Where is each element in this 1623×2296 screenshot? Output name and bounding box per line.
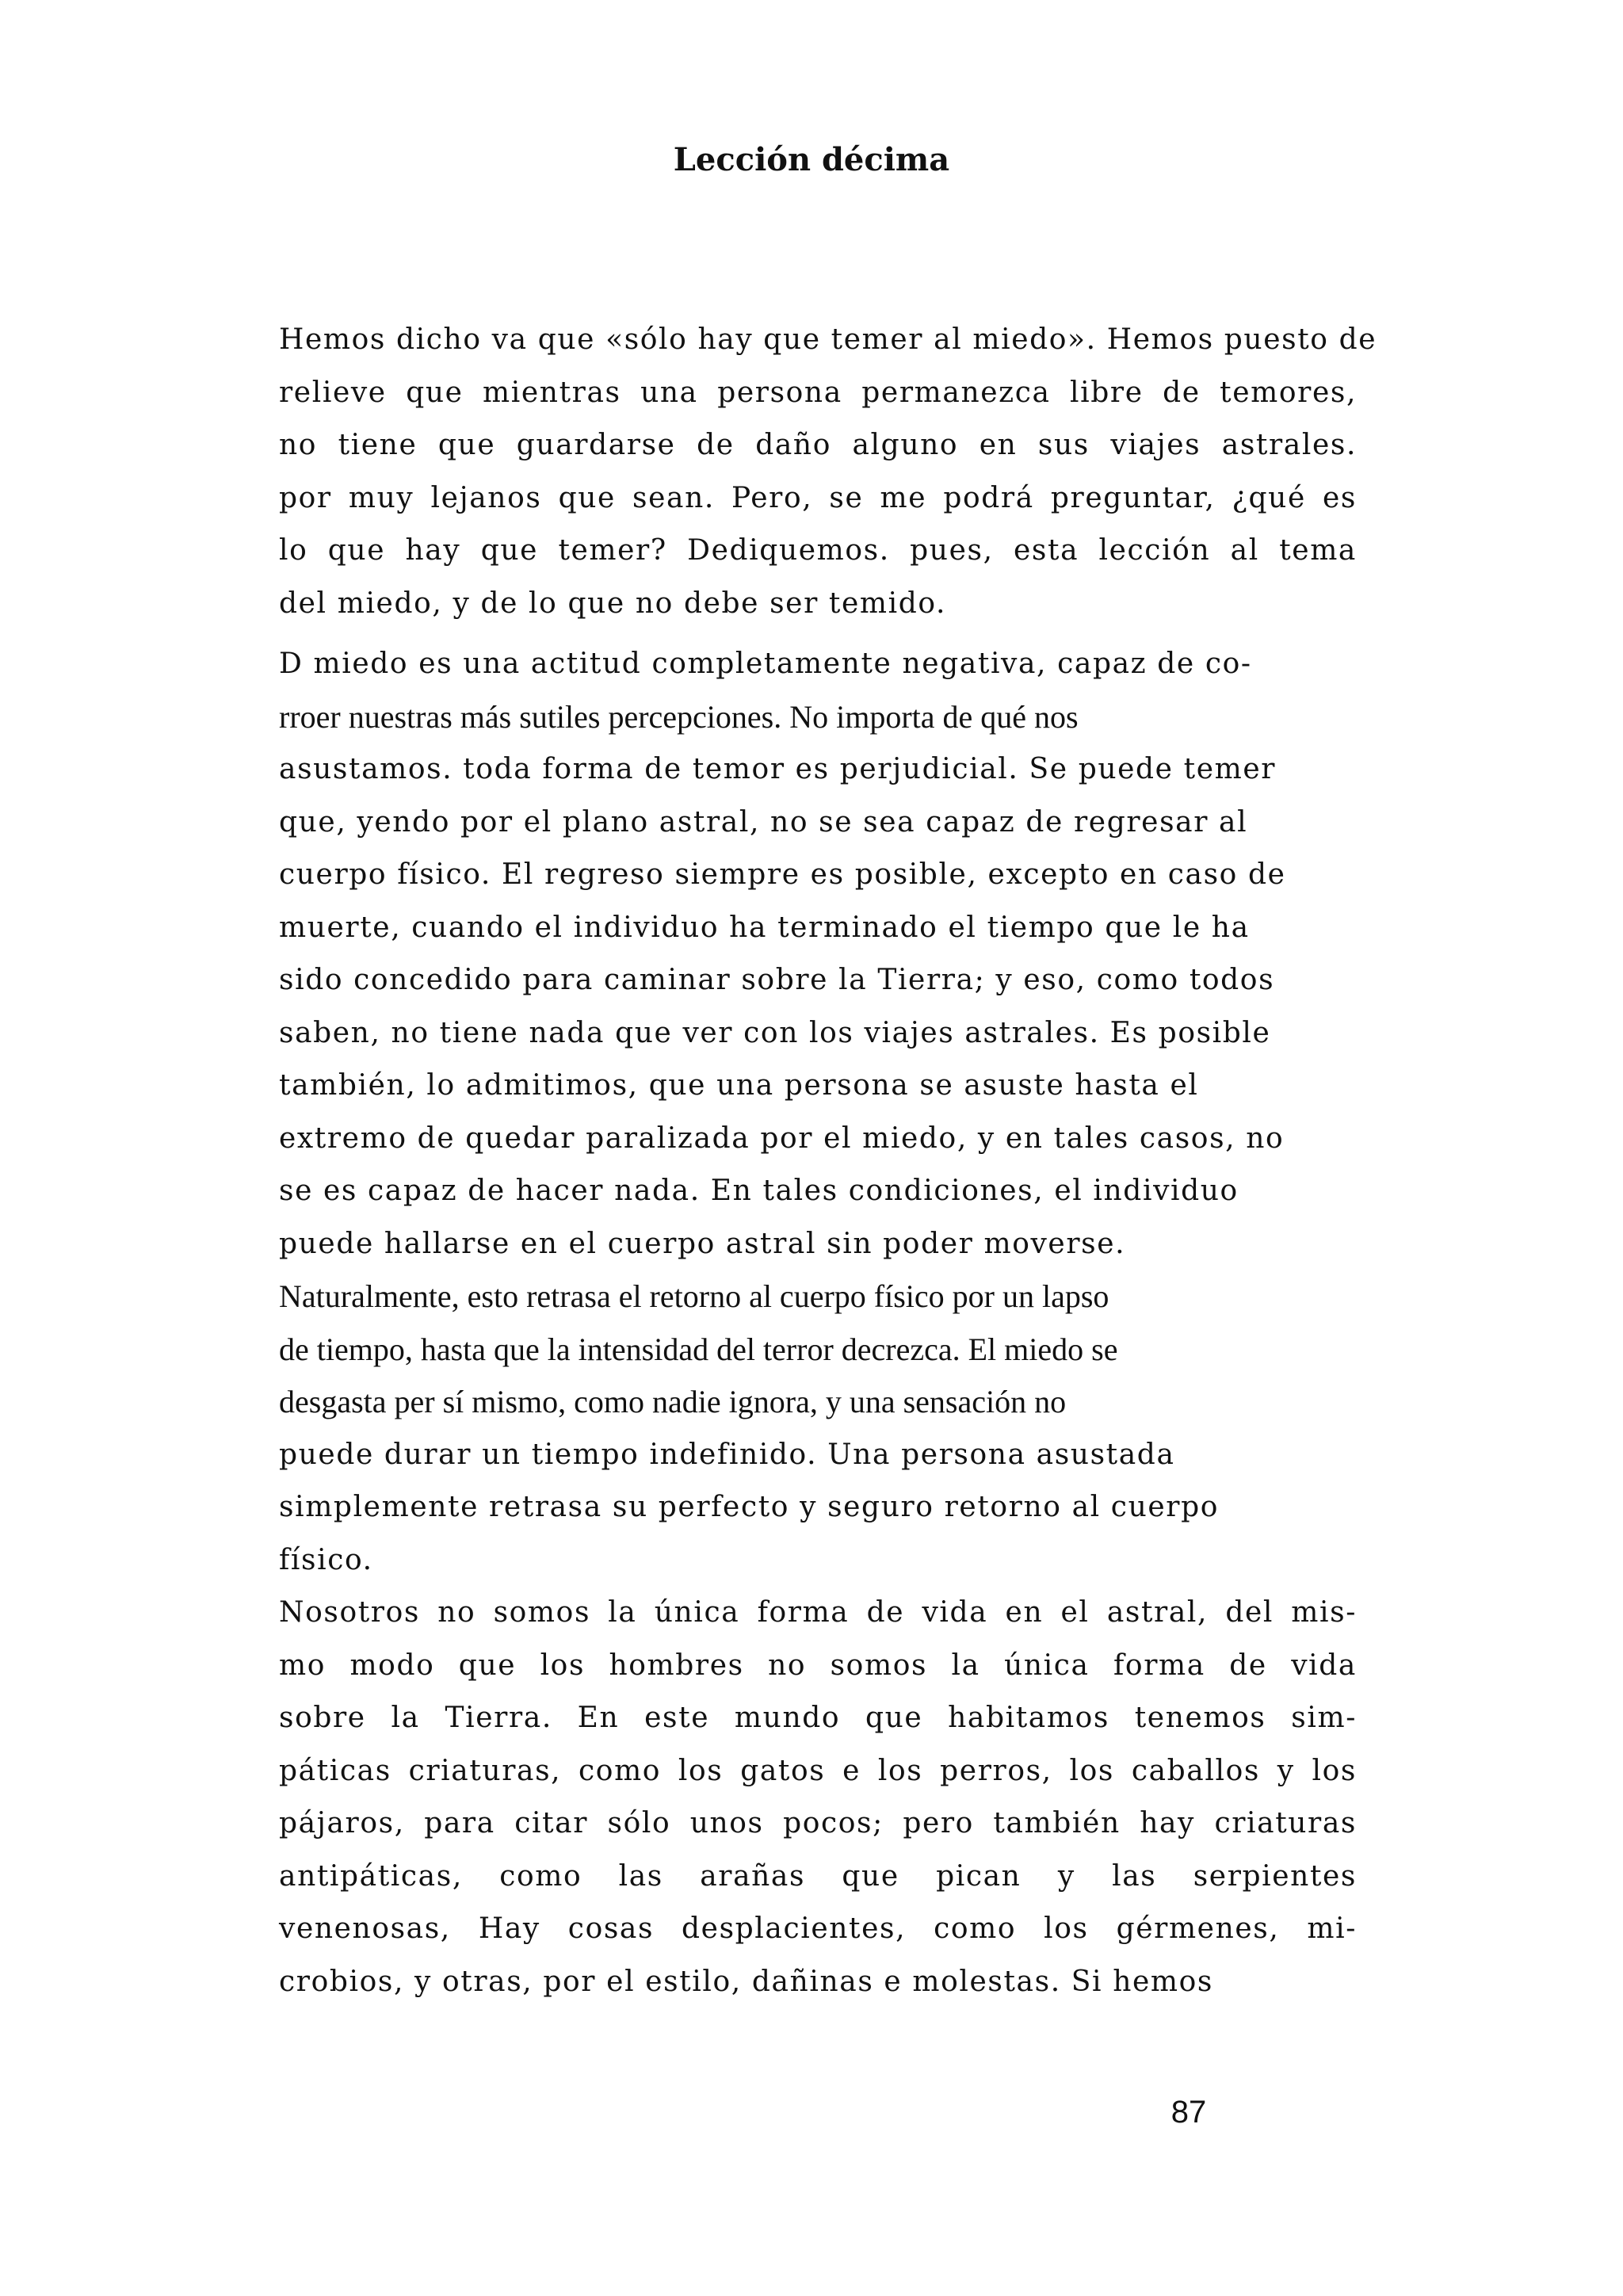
chapter-title: Lección décima <box>673 141 950 178</box>
text-line: extremo de quedar paralizada por el miedo, y en tales casos, no <box>279 1121 1285 1155</box>
paragraph-gap <box>279 630 1357 638</box>
text-line: pájaros, para citar sólo unos pocos; pero también hay criaturas <box>279 1807 1357 1839</box>
text-line: Hemos dicho va que «sólo hay que temer al miedo». Hemos puesto de <box>279 323 1377 356</box>
text-line: asustamos. toda forma de temor es perjudicial. Se puede temer <box>279 753 1277 785</box>
text-line: relieve que mientras una persona permanezca libre de temores, <box>279 376 1357 409</box>
text-line: saben, no tiene nada que ver con los viajes astrales. Es posible <box>279 1016 1271 1049</box>
text-line: puede durar un tiempo indefinido. Una persona asustada <box>279 1438 1175 1471</box>
text-line: D miedo es una actitud completamente negativa, capaz de co- <box>279 648 1252 680</box>
text-line: rroer nuestras más sutiles percepciones. No importa de qué nos <box>279 698 1079 735</box>
text-line: Naturalmente, esto retrasa el retorno al cuerpo físico por un lapso <box>279 1278 1109 1314</box>
text-line: mo modo que los hombres no somos la única forma de vida <box>279 1648 1357 1682</box>
text-line: desgasta per sí mismo, como nadie ignora, y una sensación no <box>279 1384 1067 1419</box>
text-line: lo que hay que temer? Dediquemos. pues, esta lección al tema <box>279 534 1357 567</box>
text-line: por muy lejanos que sean. Pero, se me podrá preguntar, ¿qué es <box>279 481 1357 514</box>
body-text <box>279 314 1377 2008</box>
text-line: simplemente retrasa su perfecto y seguro retorno al cuerpo <box>279 1491 1219 1523</box>
text-line: crobios, y otras, por el estilo, dañinas e molestas. Si hemos <box>279 1965 1213 1998</box>
text-line: sido concedido para caminar sobre la Tierra; y eso, como todos <box>279 964 1275 996</box>
text-line: también, lo admitimos, que una persona se asuste hasta el <box>279 1069 1199 1102</box>
text-line: que, yendo por el plano astral, no se sea capaz de regresar al <box>279 805 1248 839</box>
text-line: páticas criaturas, como los gatos e los perros, los caballos y los <box>279 1754 1357 1787</box>
text-line: venenosas, Hay cosas desplacientes, como los gérmenes, mi- <box>279 1912 1357 1945</box>
text-line: Nosotros no somos la única forma de vida en el astral, del mis- <box>279 1596 1357 1629</box>
text-line: muerte, cuando el individuo ha terminado el tiempo que le ha <box>279 911 1250 944</box>
text-line: sobre la Tierra. En este mundo que habitamos tenemos sim- <box>279 1702 1357 1734</box>
text-line: de tiempo, hasta que la intensidad del terror decrezca. El miedo se <box>279 1331 1118 1367</box>
text-line: puede hallarse en el cuerpo astral sin poder moverse. <box>279 1227 1126 1260</box>
text-line: se es capaz de hacer nada. En tales condiciones, el individuo <box>279 1175 1239 1207</box>
text-line: del miedo, y de lo que no debe ser temido. <box>279 586 947 620</box>
page-number: 87 <box>1170 2095 1207 2130</box>
text-line: antipáticas, como las arañas que pican y las serpientes <box>279 1859 1357 1893</box>
text-line: físico. <box>279 1543 373 1576</box>
text-line: no tiene que guardarse de daño alguno en sus viajes astrales. <box>279 429 1357 461</box>
text-line: cuerpo físico. El regreso siempre es posible, excepto en caso de <box>279 858 1286 891</box>
